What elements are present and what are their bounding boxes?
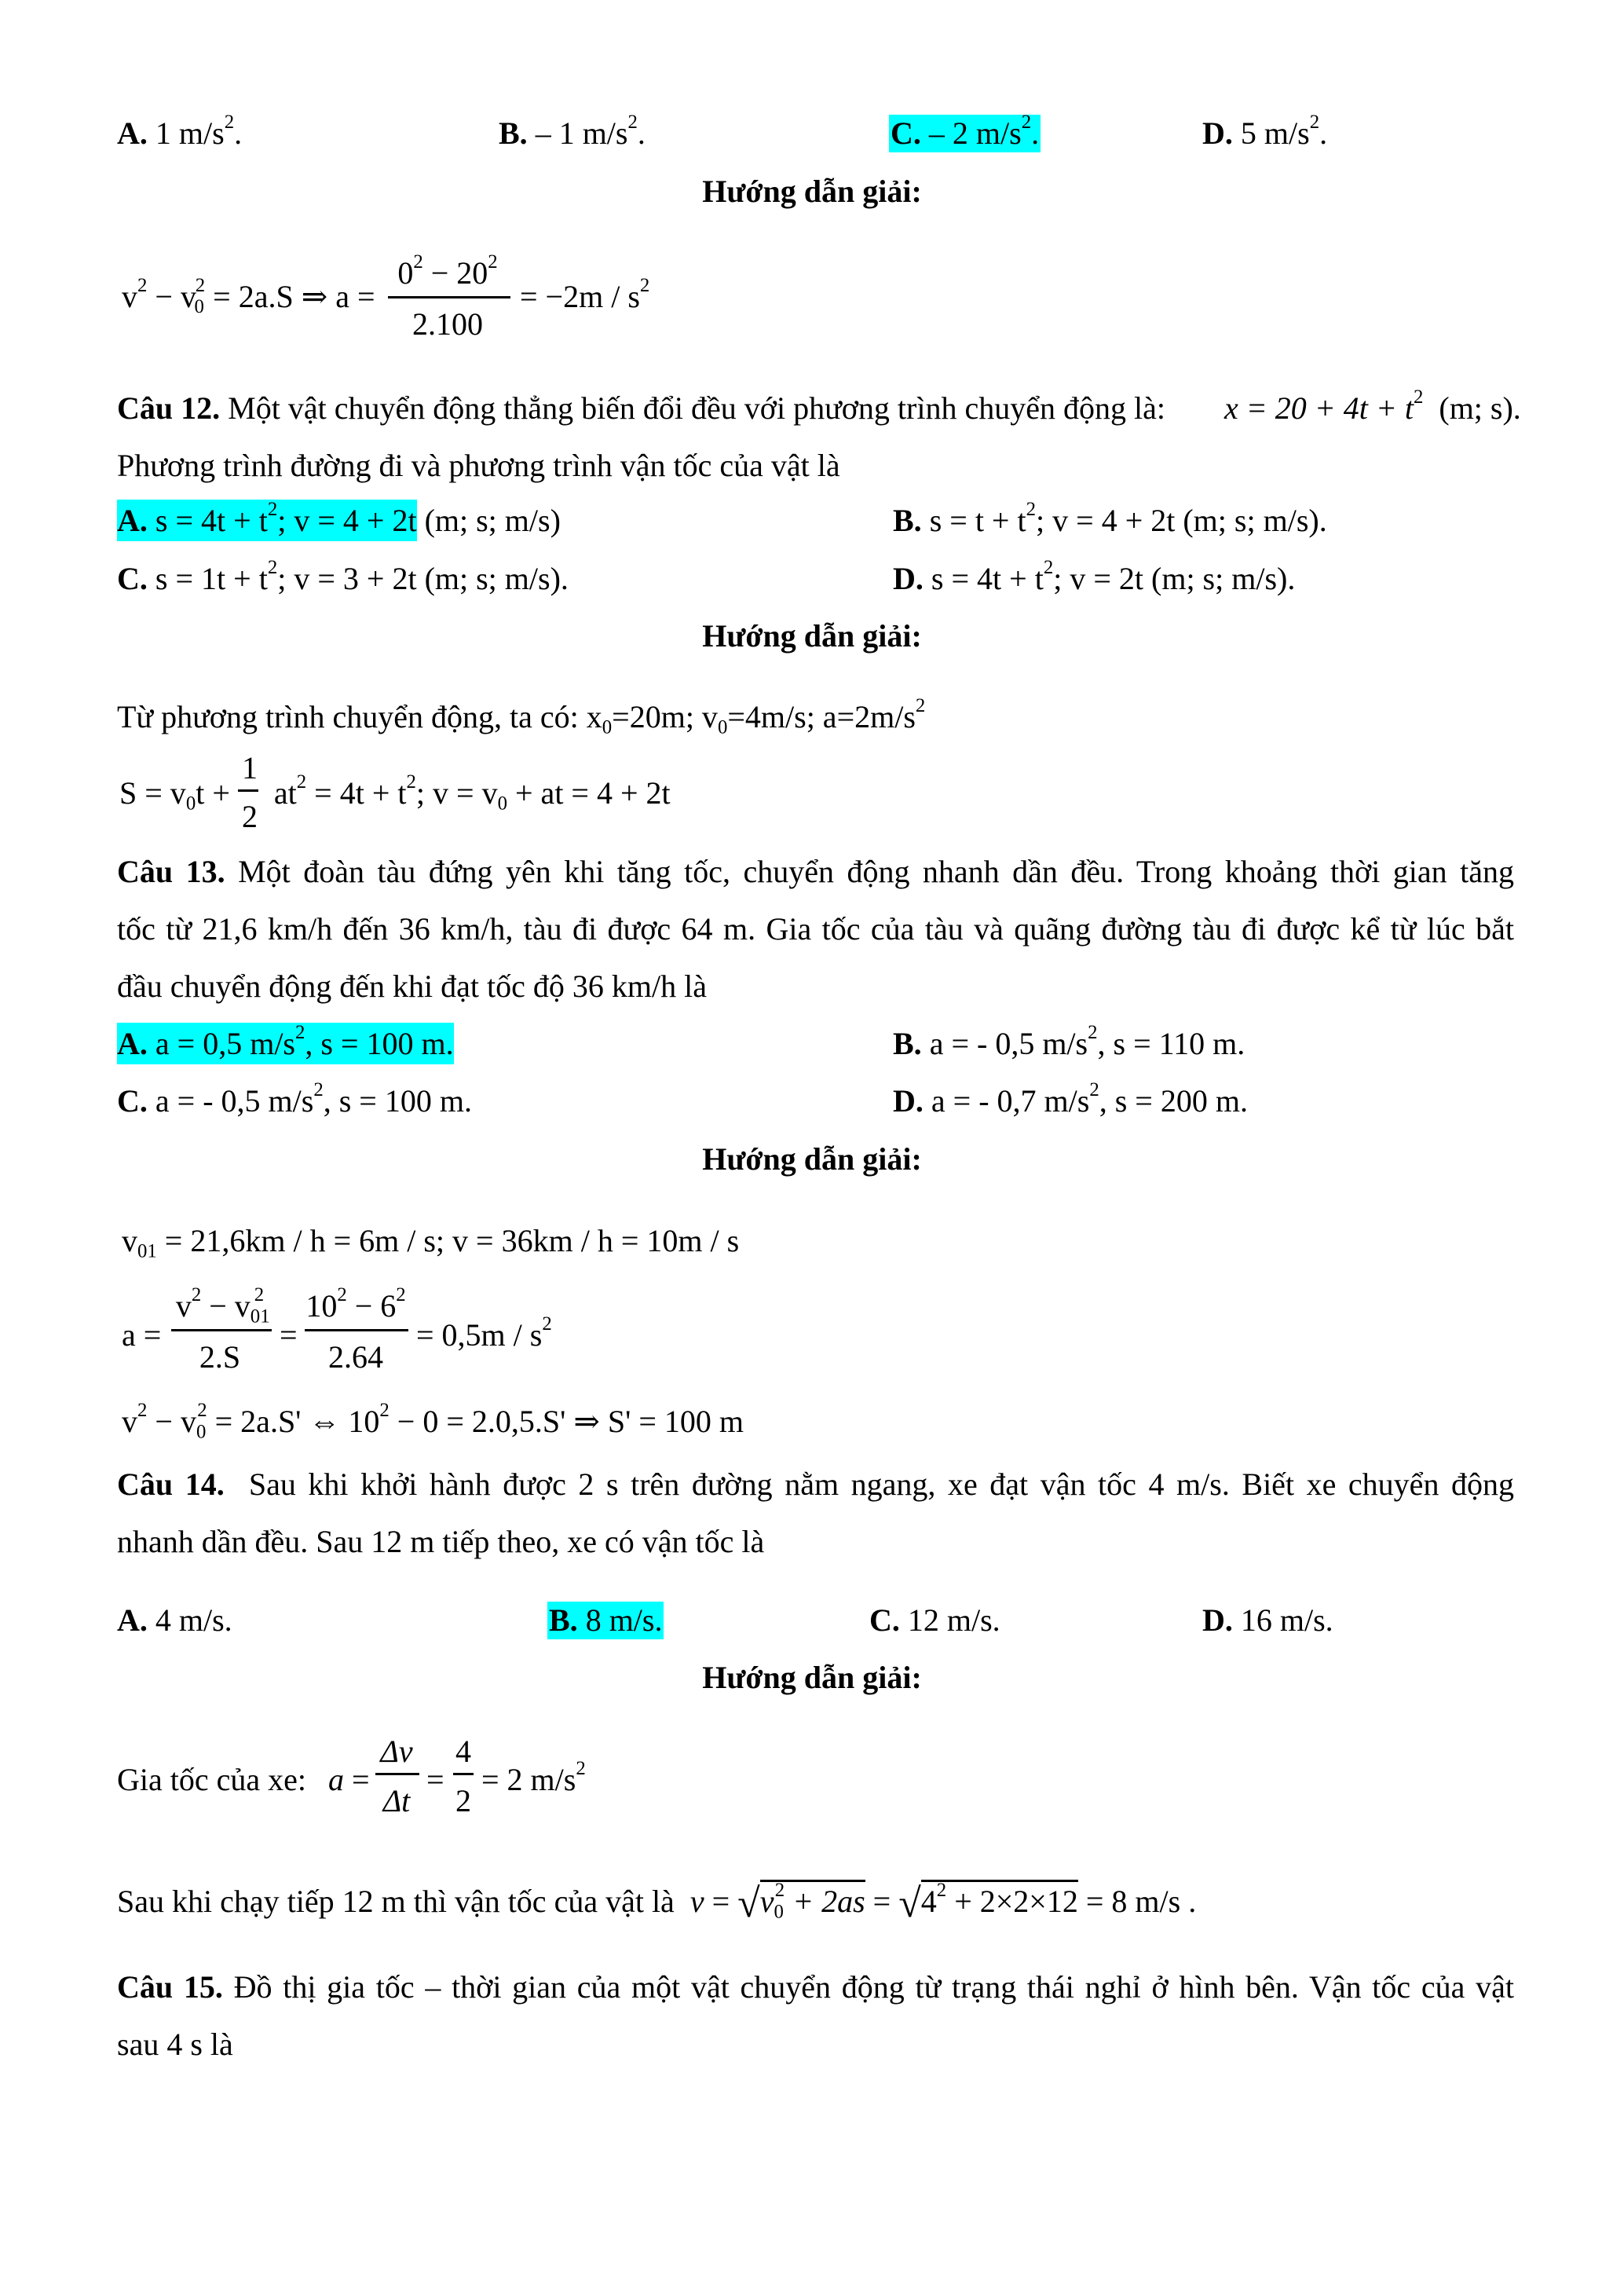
q12-half-numerator: 1 (242, 750, 258, 785)
q13-solution-result: = $0,5m / s^2$ (416, 1313, 552, 1353)
q12-stem-line2: Phương trình đường đi và phương trình vận tốc của vật là (117, 448, 840, 483)
q14-solution-line2: Sau khi chạy tiếp 12 m thì vận tốc của vật là $v = √v_0^2 + 2as = √4^2 + 2\times 2\times 12 = 8$ m/s . (117, 1879, 1197, 1926)
q13-frac2-bar (305, 1329, 408, 1331)
q12-solution-line2: $S = v_0t + at^2 = 4t + t^2$; $v = v_0$ + at = 4 + 2t (119, 771, 671, 815)
q12-half-bar (238, 789, 258, 792)
q13-option-a-correct[interactable]: A. a = 0,5 $m/s^2$, s = 100 m. (117, 1028, 454, 1060)
q13-eq-sign: = (280, 1317, 298, 1353)
q11-solution-lhs: $v^2 - v_0^2 = 2a.S$ ⇒ a = (122, 275, 375, 318)
q13-frac1-denominator: 2.S (199, 1339, 241, 1375)
q13-guide-heading: Hướng dẫn giải: (702, 1141, 922, 1177)
q11-option-a[interactable]: A. 1 $m/s^2$. (117, 112, 243, 151)
q13-frac1-numerator: $v^2 - v_{01}^2$ (175, 1284, 270, 1327)
q14-solution-a: a = (328, 1762, 370, 1797)
q14-frac1-numerator: Δv (380, 1734, 413, 1769)
q11-guide-heading: Hướng dẫn giải: (702, 174, 922, 209)
q15-stem-line1: Câu 15. Đồ thị gia tốc – thời gian của một vật chuyển động từ trạng thái nghỉ ở hình bên. Vận tốc của vật (117, 1969, 1514, 2005)
q13-frac1-bar (171, 1329, 272, 1331)
q13-frac2-denominator: 2.64 (328, 1339, 383, 1375)
q13-option-d[interactable]: D. a = - 0,7 $m/s^2$, s = 200 m. (893, 1079, 1248, 1119)
q13-stem-line1: Câu 13. Một đoàn tàu đứng yên khi tăng tốc, chuyển động nhanh dần đều. Trong khoảng thời gian tăng (117, 854, 1515, 889)
q13-frac2-numerator: $10^2 - 6^2$ (305, 1284, 406, 1324)
q12-guide-heading: Hướng dẫn giải: (702, 618, 922, 654)
q12-solution-line1: Từ phương trình chuyển động, ta có: $x_0=20m$; $v_0=4m/s$; $a=2m/s^2$ (117, 695, 926, 738)
q14-stem-line2: nhanh dần đều. Sau 12 m tiếp theo, xe có vận tốc là (117, 1524, 765, 1559)
q14-option-c[interactable]: C. 12 m/s. (869, 1602, 1000, 1638)
q14-frac2-denominator: 2 (455, 1783, 471, 1818)
q12-option-d[interactable]: D. $s = 4t + t^2$; v = 2t (m; s; m/s). (893, 557, 1296, 596)
q11-option-b[interactable]: B. – 1 $m/s^2$. (499, 112, 646, 151)
q13-solution-line1: $v_{01} = 21,6km / h = 6m / s$; v = 36km / h = 10m / s (122, 1223, 740, 1262)
q14-eq-sign: = (426, 1762, 444, 1797)
q14-solution-result1: = 2 $m/s^2$ (481, 1758, 586, 1797)
q11-solution-denominator: 2.100 (412, 306, 483, 342)
q13-solution-a: a = (122, 1317, 162, 1353)
q14-option-a[interactable]: A. 4 m/s. (117, 1602, 232, 1638)
q14-option-b-correct[interactable]: B. 8 m/s. (549, 1602, 663, 1638)
q14-frac1-denominator: Δt (382, 1783, 411, 1818)
q14-option-d[interactable]: D. 16 m/s. (1202, 1602, 1333, 1638)
q14-frac1-bar (375, 1773, 419, 1775)
q13-solution-line3: $v^2 - v_0^2 = 2a.S'$ ⇔ $10^2 - 0 = 2.0,5.S'$ ⇒ S' = 100 m (122, 1400, 744, 1443)
q11-solution-numerator: $0^2 - 20^2$ (397, 251, 498, 291)
q11-option-d[interactable]: D. 5 $m/s^2$. (1202, 112, 1328, 151)
q14-solution-line1-text: Gia tốc của xe: (117, 1762, 306, 1797)
q12-option-a-correct[interactable]: A. $s = 4t + t^2$; v = 4 + 2t (m; s; m/s) (117, 505, 561, 536)
q14-frac2-numerator: 4 (455, 1734, 471, 1769)
q15-stem-line2: sau 4 s là (117, 2027, 233, 2062)
q14-guide-heading: Hướng dẫn giải: (702, 1660, 922, 1695)
q12-option-c[interactable]: C. $s = 1t + t^2$; v = 3 + 2t (m; s; m/s). (117, 557, 569, 596)
q11-fraction-bar (388, 296, 510, 298)
q14-frac2-bar (453, 1773, 474, 1775)
q13-option-c[interactable]: C. a = - 0,5 $m/s^2$, s = 100 m. (117, 1079, 472, 1119)
q13-stem-line2: tốc từ 21,6 km/h đến 36 km/h, tàu đi được 64 m. Gia tốc của tàu và quãng đường tàu đi được kể từ lúc bắt (117, 911, 1514, 947)
q12-stem-line1: Câu 12. Một vật chuyển động thẳng biến đổi đều với phương trình chuyển động là: (117, 390, 1165, 426)
q13-option-b[interactable]: B. a = - 0,5 $m/s^2$, s = 110 m. (893, 1022, 1245, 1061)
q11-solution-result: = $-2m / s^2$ (520, 275, 650, 314)
q12-equation: $x = 20 + 4t + t^2$ (m; s). (1224, 386, 1521, 426)
q12-option-b[interactable]: B. $s = t + t^2$; v = 4 + 2t (m; s; m/s). (893, 499, 1327, 538)
q12-half-denominator: 2 (242, 799, 258, 834)
q13-stem-line3: đầu chuyển động đến khi đạt tốc độ 36 km/h là (117, 969, 707, 1004)
q11-option-c-correct[interactable]: C. – 2 $m/s^2$. (891, 112, 1040, 151)
q14-stem-line1: Câu 14. Sau khi khởi hành được 2 s trên đường nằm ngang, xe đạt vận tốc 4 m/s. Biết xe chuyển động (117, 1467, 1515, 1502)
